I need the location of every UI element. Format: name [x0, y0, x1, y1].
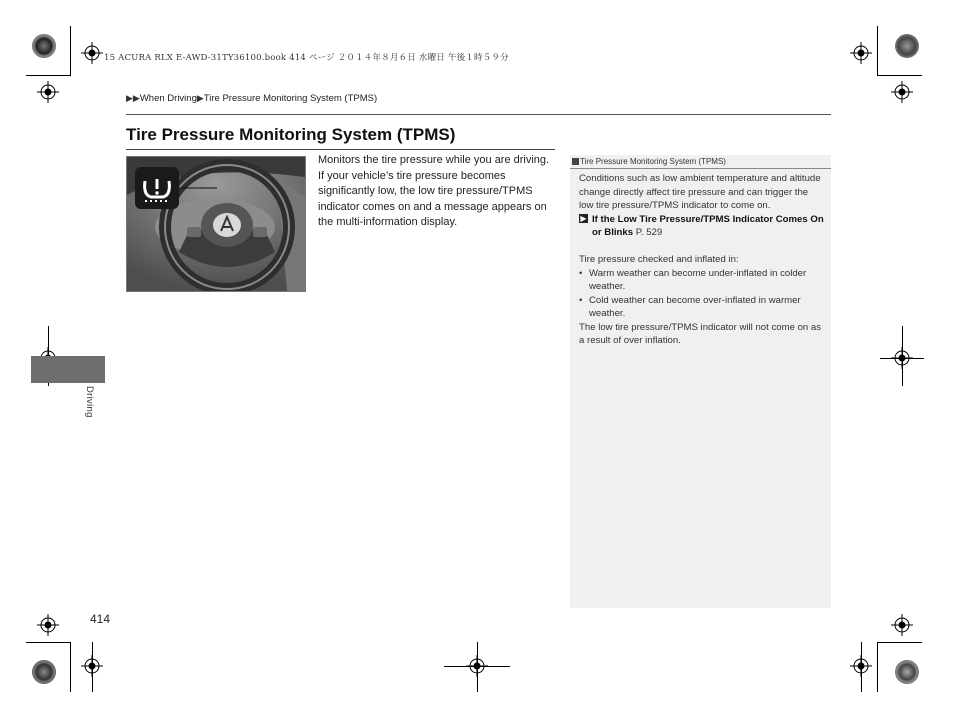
page-reference-icon: ▶ [580, 213, 587, 223]
sidebar-content [579, 172, 825, 348]
list-item: • Warm weather can become under-inflated in colder weather. [579, 267, 825, 294]
page-reference-title[interactable]: If the Low Tire Pressure/TPMS Indicator Comes On or Blinks [592, 213, 824, 238]
section-description: Monitors the tire pressure while you are driving. If your vehicle’s tire pressure becomes significantly low, the low tire pressure/TPMS indicator comes on and a message appears on the multi-information display. [318, 154, 550, 228]
page-number: 414 [90, 612, 111, 626]
registration-mark-icon [37, 614, 59, 636]
color-rosette-bottom-left [32, 660, 56, 684]
page-reference-page[interactable]: P. 529 [635, 227, 663, 238]
sidebar-header-label: Tire Pressure Monitoring System (TPMS) [580, 157, 726, 166]
registration-mark-icon [81, 42, 103, 64]
page-reference-link[interactable] [579, 213, 825, 240]
sidebar-paragraph-checked: Tire pressure checked and inflated in: [579, 254, 739, 265]
sidebar-paragraph-conditions: Conditions such as low ambient temperature and altitude change directly affect tire pressure and can trigger the low tire pressure/TPMS indicator to come on. [579, 173, 821, 211]
registration-mark-icon [37, 81, 59, 103]
registration-mark-icon [891, 614, 913, 636]
steering-wheel-illustration [127, 157, 305, 291]
color-rosette-top-right [895, 34, 919, 58]
triangle-right-icon: ▶ [196, 93, 204, 103]
color-rosette-top-left [32, 34, 56, 58]
section-tab [31, 356, 105, 383]
page-title: Tire Pressure Monitoring System (TPMS) [126, 125, 456, 144]
registration-mark-icon [850, 42, 872, 64]
sidebar-header [570, 155, 831, 169]
list-item: • Cold weather can become over-inflated in warmer weather. [579, 294, 825, 321]
sidebar-paragraph-over-inflation: The low tire pressure/TPMS indicator will not come on as a result of over inflation. [579, 321, 822, 346]
registration-mark-icon [891, 81, 913, 103]
triangle-right-icon: ▶▶ [126, 93, 140, 103]
sidebar-bullet-list [579, 267, 825, 321]
breadcrumb-item-when-driving[interactable]: When Driving [139, 93, 197, 104]
breadcrumb-item-tpms[interactable]: Tire Pressure Monitoring System (TPMS) [203, 93, 378, 104]
color-rosette-bottom-right [895, 660, 919, 684]
print-file-header: 15 ACURA RLX E-AWD-31TY36100.book 414 ページ ２０１４年８月６日 水曜日 午後１時５９分 [104, 53, 509, 63]
note-marker-icon [572, 158, 579, 165]
header-divider [126, 114, 831, 115]
section-tab-label: Driving [84, 386, 95, 418]
title-divider [126, 149, 555, 150]
dashboard-illustration [126, 156, 306, 292]
breadcrumb [126, 93, 377, 104]
